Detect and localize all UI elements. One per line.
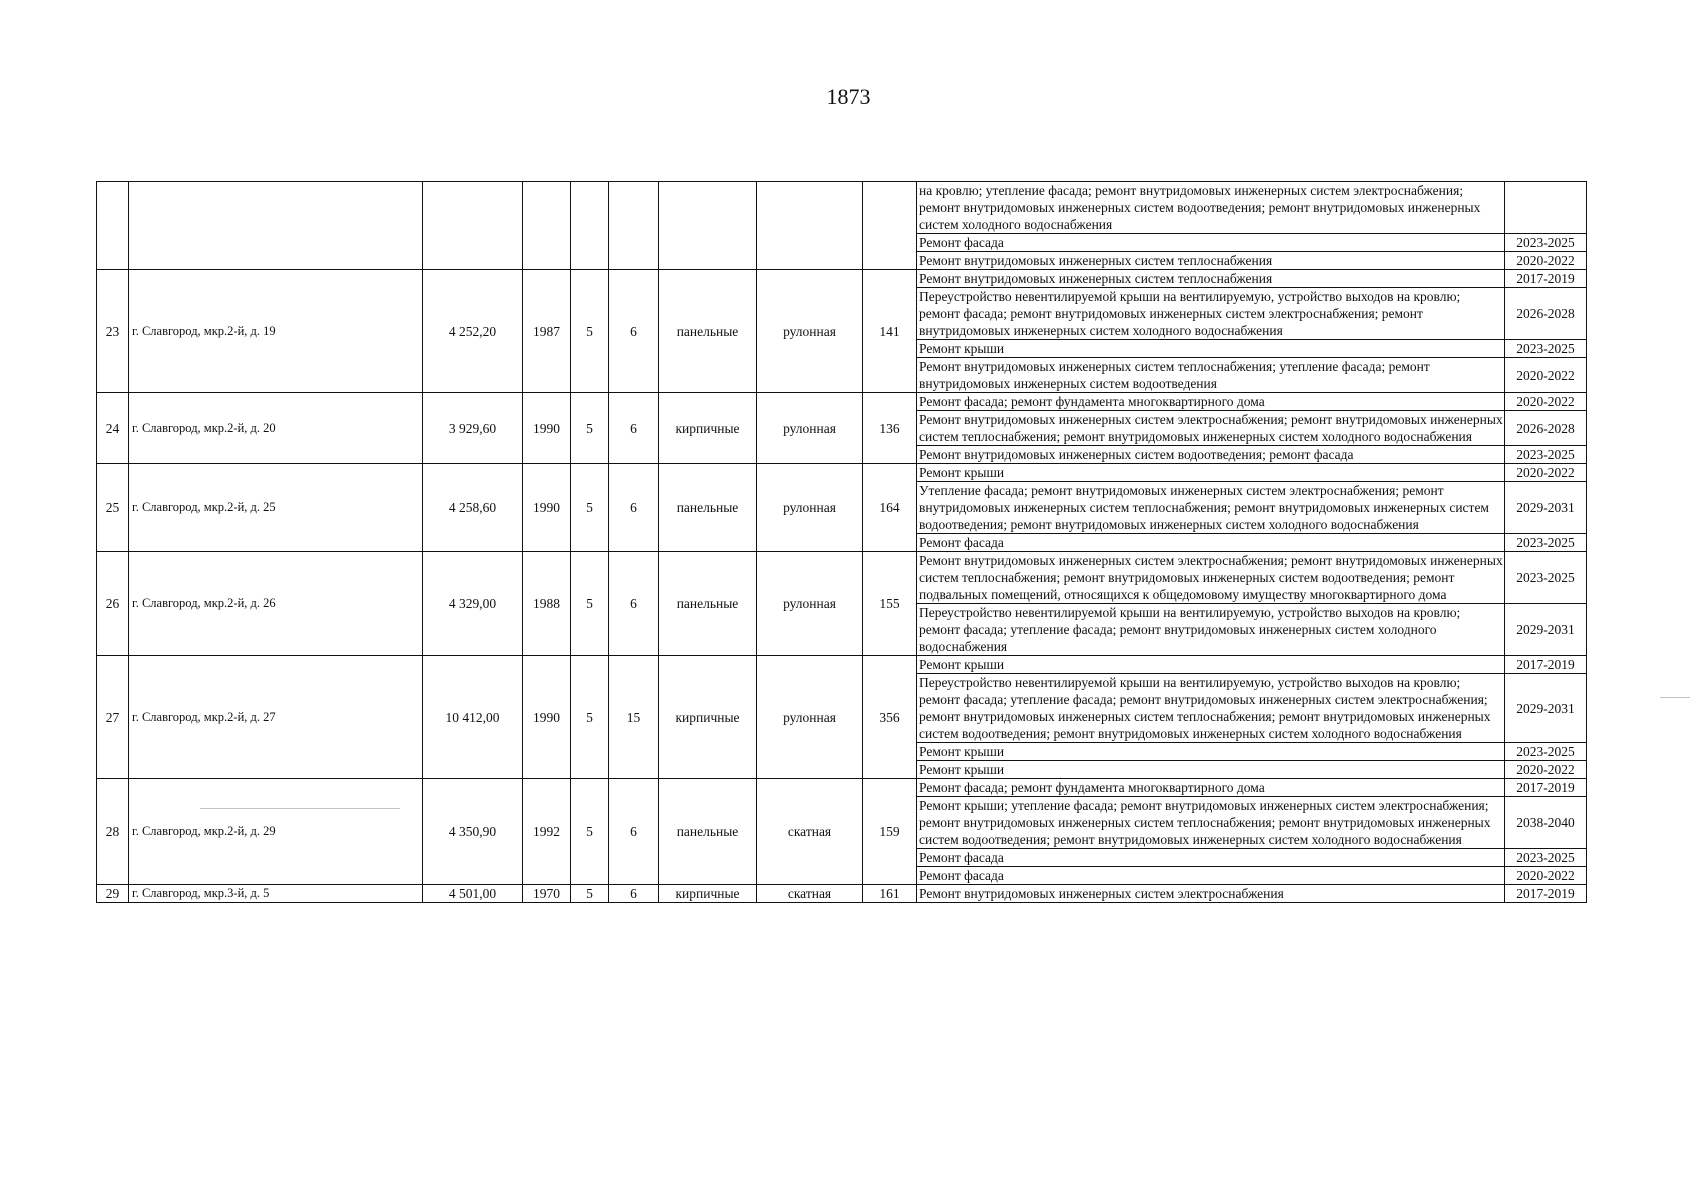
area-cell: 4 252,20 — [423, 270, 523, 393]
period-cell: 2020-2022 — [1505, 761, 1587, 779]
period-cell: 2017-2019 — [1505, 656, 1587, 674]
entrances-cell: 6 — [609, 393, 659, 464]
floors-cell: 5 — [571, 656, 609, 779]
num-cell: 29 — [97, 885, 129, 903]
works-cell: на кровлю; утепление фасада; ремонт внутридомовых инженерных систем электроснабжения; ремонт внутридомовых инженерных систем водоотведения; ремонт внутридомовых инженерных систем холодного водоснабжения — [917, 182, 1505, 234]
works-cell: Ремонт внутридомовых инженерных систем электроснабжения — [917, 885, 1505, 903]
roof-cell: рулонная — [757, 552, 863, 656]
floors-cell: 5 — [571, 270, 609, 393]
works-cell: Ремонт фасада — [917, 867, 1505, 885]
period-cell: 2023-2025 — [1505, 552, 1587, 604]
period-cell: 2020-2022 — [1505, 252, 1587, 270]
works-cell: Утепление фасада; ремонт внутридомовых инженерных систем электроснабжения; ремонт внутридомовых инженерных систем теплоснабжения; ремонт внутридомовых инженерных систем водоотведения; ремонт внутридомовых инженерных систем холодного водоснабжения — [917, 482, 1505, 534]
walls-cell: кирпичные — [659, 885, 757, 903]
period-cell: 2017-2019 — [1505, 885, 1587, 903]
num-cell: 26 — [97, 552, 129, 656]
works-cell: Ремонт фасада; ремонт фундамента многоквартирного дома — [917, 393, 1505, 411]
roof-cell: рулонная — [757, 270, 863, 393]
works-cell: Ремонт крыши; утепление фасада; ремонт внутридомовых инженерных систем электроснабжения; ремонт внутридомовых инженерных систем теплоснабжения; ремонт внутридомовых инженерных систем водоотведения; ремонт внутридомовых инженерных систем холодного водоснабжения — [917, 797, 1505, 849]
table-row — [97, 464, 1587, 482]
year-cell — [523, 182, 571, 270]
works-cell: Ремонт фасада — [917, 534, 1505, 552]
works-cell: Ремонт фасада; ремонт фундамента многоквартирного дома — [917, 779, 1505, 797]
floors-cell: 5 — [571, 393, 609, 464]
address-cell: г. Славгород, мкр.2-й, д. 27 — [129, 656, 423, 779]
works-cell: Переустройство невентилируемой крыши на вентилируемую, устройство выходов на кровлю; ремонт фасада; утепление фасада; ремонт внутридомовых инженерных систем электроснабжения; ремонт внутридомовых инженерных систем теплоснабжения; ремонт внутридомовых инженерных систем водоотведения; ремонт внутридомовых инженерных систем холодного водоснабжения — [917, 674, 1505, 743]
floors-cell — [571, 182, 609, 270]
works-cell: Ремонт крыши — [917, 761, 1505, 779]
residents-cell: 136 — [863, 393, 917, 464]
period-cell: 2017-2019 — [1505, 270, 1587, 288]
works-cell: Переустройство невентилируемой крыши на вентилируемую, устройство выходов на кровлю; ремонт фасада; ремонт внутридомовых инженерных систем электроснабжения; ремонт внутридомовых инженерных систем холодного водоснабжения — [917, 288, 1505, 340]
table-row — [97, 393, 1587, 411]
period-cell: 2023-2025 — [1505, 340, 1587, 358]
year-cell: 1992 — [523, 779, 571, 885]
table-row — [97, 656, 1587, 674]
num-cell: 24 — [97, 393, 129, 464]
works-cell: Ремонт внутридомовых инженерных систем электроснабжения; ремонт внутридомовых инженерных систем теплоснабжения; ремонт внутридомовых инженерных систем водоотведения; ремонт подвальных помещений, относящихся к общедомовому имуществу многоквартирного дома — [917, 552, 1505, 604]
address-cell: г. Славгород, мкр.2-й, д. 25 — [129, 464, 423, 552]
period-cell: 2020-2022 — [1505, 393, 1587, 411]
works-cell: Ремонт фасада — [917, 234, 1505, 252]
period-cell: 2023-2025 — [1505, 743, 1587, 761]
walls-cell: кирпичные — [659, 393, 757, 464]
area-cell — [423, 182, 523, 270]
works-cell: Ремонт внутридомовых инженерных систем теплоснабжения — [917, 270, 1505, 288]
num-cell: 23 — [97, 270, 129, 393]
period-cell: 2029-2031 — [1505, 674, 1587, 743]
num-cell: 25 — [97, 464, 129, 552]
works-cell: Ремонт крыши — [917, 340, 1505, 358]
works-cell: Ремонт внутридомовых инженерных систем электроснабжения; ремонт внутридомовых инженерных систем теплоснабжения; ремонт внутридомовых инженерных систем холодного водоснабжения — [917, 411, 1505, 446]
entrances-cell: 6 — [609, 779, 659, 885]
walls-cell: панельные — [659, 552, 757, 656]
roof-cell — [757, 182, 863, 270]
num-cell: 28 — [97, 779, 129, 885]
address-cell — [129, 182, 423, 270]
walls-cell — [659, 182, 757, 270]
address-cell: г. Славгород, мкр.2-й, д. 26 — [129, 552, 423, 656]
floors-cell: 5 — [571, 552, 609, 656]
page-number: 1873 — [826, 84, 871, 109]
works-cell: Ремонт крыши — [917, 464, 1505, 482]
works-cell: Ремонт крыши — [917, 656, 1505, 674]
table-row — [97, 552, 1587, 604]
period-cell: 2023-2025 — [1505, 534, 1587, 552]
entrances-cell: 15 — [609, 656, 659, 779]
walls-cell: кирпичные — [659, 656, 757, 779]
entrances-cell — [609, 182, 659, 270]
floors-cell: 5 — [571, 779, 609, 885]
works-cell: Переустройство невентилируемой крыши на вентилируемую, устройство выходов на кровлю; ремонт фасада; утепление фасада; ремонт внутридомовых инженерных систем холодного водоснабжения — [917, 604, 1505, 656]
entrances-cell: 6 — [609, 885, 659, 903]
area-cell: 4 329,00 — [423, 552, 523, 656]
residents-cell: 159 — [863, 779, 917, 885]
num-cell: 27 — [97, 656, 129, 779]
walls-cell: панельные — [659, 270, 757, 393]
roof-cell: скатная — [757, 885, 863, 903]
walls-cell: панельные — [659, 779, 757, 885]
num-cell — [97, 182, 129, 270]
period-cell: 2023-2025 — [1505, 446, 1587, 464]
walls-cell: панельные — [659, 464, 757, 552]
year-cell: 1990 — [523, 464, 571, 552]
year-cell: 1990 — [523, 393, 571, 464]
table-row — [97, 885, 1587, 903]
area-cell: 4 501,00 — [423, 885, 523, 903]
entrances-cell: 6 — [609, 270, 659, 393]
period-cell: 2020-2022 — [1505, 867, 1587, 885]
year-cell: 1987 — [523, 270, 571, 393]
address-cell: г. Славгород, мкр.2-й, д. 19 — [129, 270, 423, 393]
period-cell: 2023-2025 — [1505, 849, 1587, 867]
residents-cell: 161 — [863, 885, 917, 903]
period-cell: 2026-2028 — [1505, 288, 1587, 340]
entrances-cell: 6 — [609, 464, 659, 552]
works-cell: Ремонт крыши — [917, 743, 1505, 761]
table-row — [97, 182, 1587, 234]
residents-cell: 164 — [863, 464, 917, 552]
roof-cell: рулонная — [757, 464, 863, 552]
address-cell: г. Славгород, мкр.2-й, д. 29 — [129, 779, 423, 885]
year-cell: 1990 — [523, 656, 571, 779]
residents-cell: 356 — [863, 656, 917, 779]
period-cell: 2029-2031 — [1505, 482, 1587, 534]
residents-cell — [863, 182, 917, 270]
entrances-cell: 6 — [609, 552, 659, 656]
period-cell — [1505, 182, 1587, 234]
year-cell: 1988 — [523, 552, 571, 656]
works-cell: Ремонт фасада — [917, 849, 1505, 867]
table-row — [97, 270, 1587, 288]
address-cell: г. Славгород, мкр.2-й, д. 20 — [129, 393, 423, 464]
table-row — [97, 779, 1587, 797]
year-cell: 1970 — [523, 885, 571, 903]
residents-cell: 155 — [863, 552, 917, 656]
address-cell: г. Славгород, мкр.3-й, д. 5 — [129, 885, 423, 903]
period-cell: 2020-2022 — [1505, 464, 1587, 482]
period-cell: 2029-2031 — [1505, 604, 1587, 656]
area-cell: 4 258,60 — [423, 464, 523, 552]
period-cell: 2026-2028 — [1505, 411, 1587, 446]
period-cell: 2023-2025 — [1505, 234, 1587, 252]
period-cell: 2020-2022 — [1505, 358, 1587, 393]
roof-cell: рулонная — [757, 393, 863, 464]
floors-cell: 5 — [571, 885, 609, 903]
area-cell: 3 929,60 — [423, 393, 523, 464]
works-cell: Ремонт внутридомовых инженерных систем теплоснабжения — [917, 252, 1505, 270]
floors-cell: 5 — [571, 464, 609, 552]
roof-cell: скатная — [757, 779, 863, 885]
works-cell: Ремонт внутридомовых инженерных систем водоотведения; ремонт фасада — [917, 446, 1505, 464]
residents-cell: 141 — [863, 270, 917, 393]
period-cell: 2038-2040 — [1505, 797, 1587, 849]
works-cell: Ремонт внутридомовых инженерных систем теплоснабжения; утепление фасада; ремонт внутридомовых инженерных систем водоотведения — [917, 358, 1505, 393]
area-cell: 4 350,90 — [423, 779, 523, 885]
capital-repair-table — [96, 181, 1587, 903]
roof-cell: рулонная — [757, 656, 863, 779]
period-cell: 2017-2019 — [1505, 779, 1587, 797]
area-cell: 10 412,00 — [423, 656, 523, 779]
scan-noise-line — [1660, 697, 1690, 698]
